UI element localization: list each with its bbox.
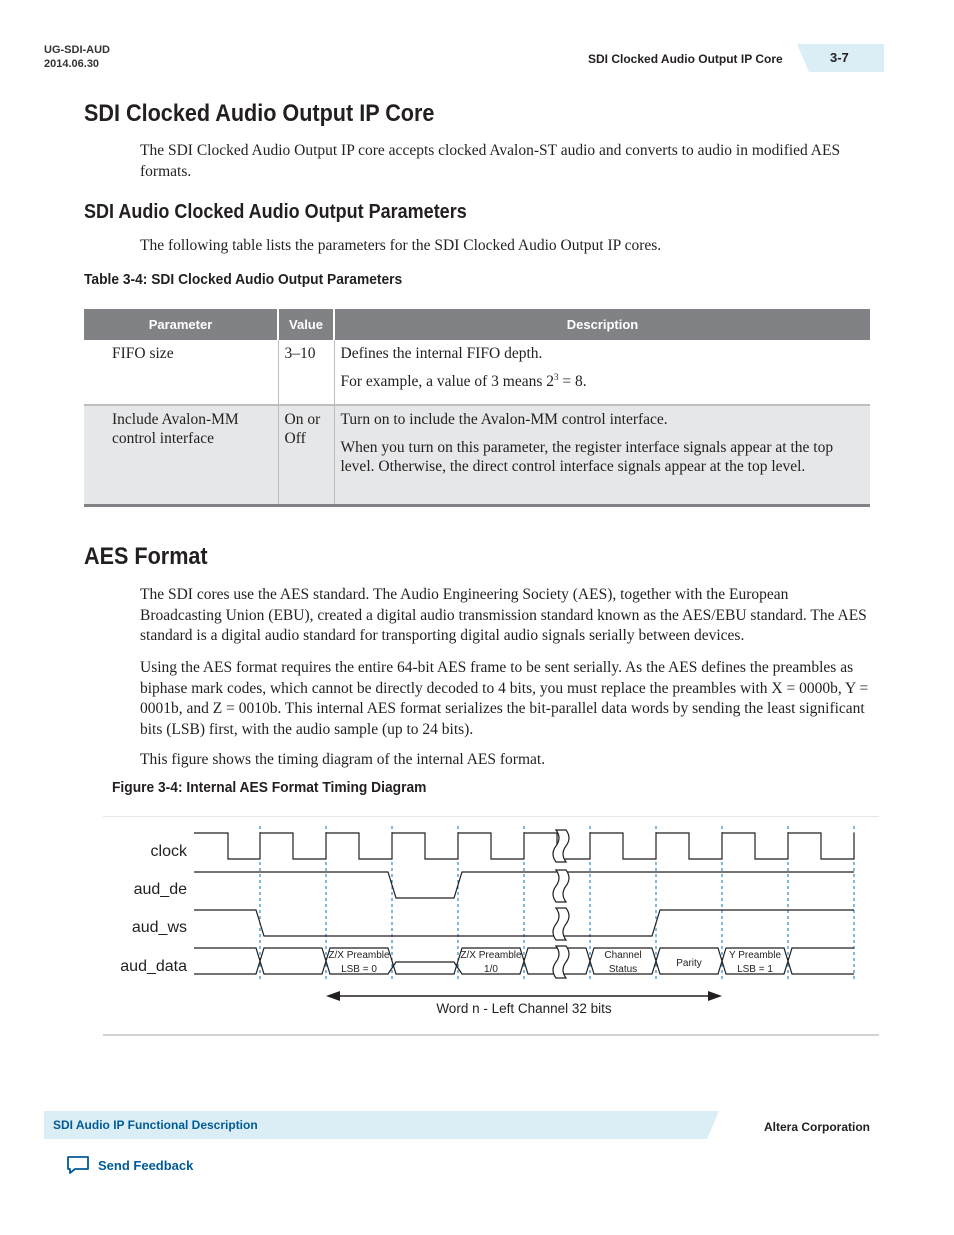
desc-exponent: 3 [554,371,559,382]
param-description [334,340,870,405]
table-caption: Table 3-4: SDI Clocked Audio Output Parameters [84,271,403,288]
aes-paragraph-3: This figure shows the timing diagram of the internal AES format. [140,751,546,768]
table-row [84,405,870,504]
figure-bottom-rule [103,1034,879,1036]
figure-caption: Figure 3-4: Internal AES Format Timing Diagram [112,779,427,796]
signal-label-aud-data: aud_data [120,958,187,975]
desc-line: Defines the internal FIFO depth. [340,345,543,362]
signal-label-clock: clock [150,843,187,860]
field-label: Parity [676,958,702,969]
parameters-table [84,309,870,507]
feedback-icon [66,1155,90,1175]
field-label: Status [608,964,638,975]
param-name: Include Avalon-MM control interface [84,405,278,504]
field-label: Z/X Preamble [328,950,390,961]
desc-example-text: For example, a value of 3 means 2 [340,373,554,390]
doc-id [44,43,110,71]
field-label: Y Preamble [728,950,782,961]
signal-label-aud-ws: aud_ws [131,919,187,936]
desc-example [341,372,865,391]
table-end-rule [84,504,870,507]
table-row [84,340,870,405]
footer-company: Altera Corporation [764,1120,871,1134]
desc-detail: When you turn on this parameter, the register interface signals appear at the top level. Otherwise, the direct control interface signals appear at the top level. [340,439,834,475]
param-value: 3–10 [278,340,334,405]
params-intro: The following table lists the parameters for the SDI Clocked Audio Output IP cores. [140,237,662,254]
doc-date: 2014.06.30 [44,58,100,70]
param-name: FIFO size [84,340,278,405]
aes-paragraph-2: Using the AES format requires the entire 64-bit AES frame to be sent serially. As the AES defines the preambles as biphase mark codes, which cannot be directly decoded to 4 bits, you must replace the preambles with X = 0000b, Y = 0001b, and Z = 0010b. This internal AES format serializes the bit-parallel data words by sending the least significant bits (LSB) first, with the audio sample (up to 24 bits). [140,659,869,738]
field-label: Channel [604,950,642,961]
column-header-value: Value [278,309,334,340]
field-label: LSB = 1 [737,964,773,975]
subsection-heading: SDI Audio Clocked Audio Output Parameters [84,201,467,223]
section-intro: The SDI Clocked Audio Output IP core accepts clocked Avalon-ST audio and converts to audio in modified AES formats. [140,142,841,180]
aes-paragraph-1: The SDI cores use the AES standard. The Audio Engineering Society (AES), together with the European Broadcasting Union (EBU), created a digital audio transmission standard known as the AES/EBU standard. The AES standard is a digital audio standard for transporting digital audio signals serially between devices. [140,586,867,644]
clock-waveform [194,833,854,859]
header-title: SDI Clocked Audio Output IP Core [588,52,783,66]
send-feedback-link[interactable] [66,1155,193,1175]
page-number: 3-7 [830,50,849,65]
section-heading: SDI Clocked Audio Output IP Core [84,100,435,127]
field-label: LSB = 0 [341,964,377,975]
field-label: Z/X Preamble [460,950,522,961]
desc-example-result: = 8. [558,373,587,390]
send-feedback-label: Send Feedback [98,1157,194,1173]
doc-id-text: UG-SDI-AUD [44,44,110,56]
break-marks [553,830,569,978]
footer-section-link[interactable]: SDI Audio IP Functional Description [53,1118,258,1132]
param-value: On or Off [278,405,334,504]
figure-top-rule [103,816,879,817]
column-header-parameter: Parameter [84,309,278,340]
word-span-label: Word n - Left Channel 32 bits [436,1001,612,1016]
signal-label-aud-de: aud_de [133,881,187,898]
word-span-arrow [326,991,722,1001]
param-description [334,405,870,504]
field-label: 1/0 [484,964,498,975]
desc-line: Turn on to include the Avalon-MM control interface. [340,411,668,428]
timing-diagram [0,820,954,1030]
column-header-description: Description [334,309,870,340]
aes-heading: AES Format [84,543,208,570]
